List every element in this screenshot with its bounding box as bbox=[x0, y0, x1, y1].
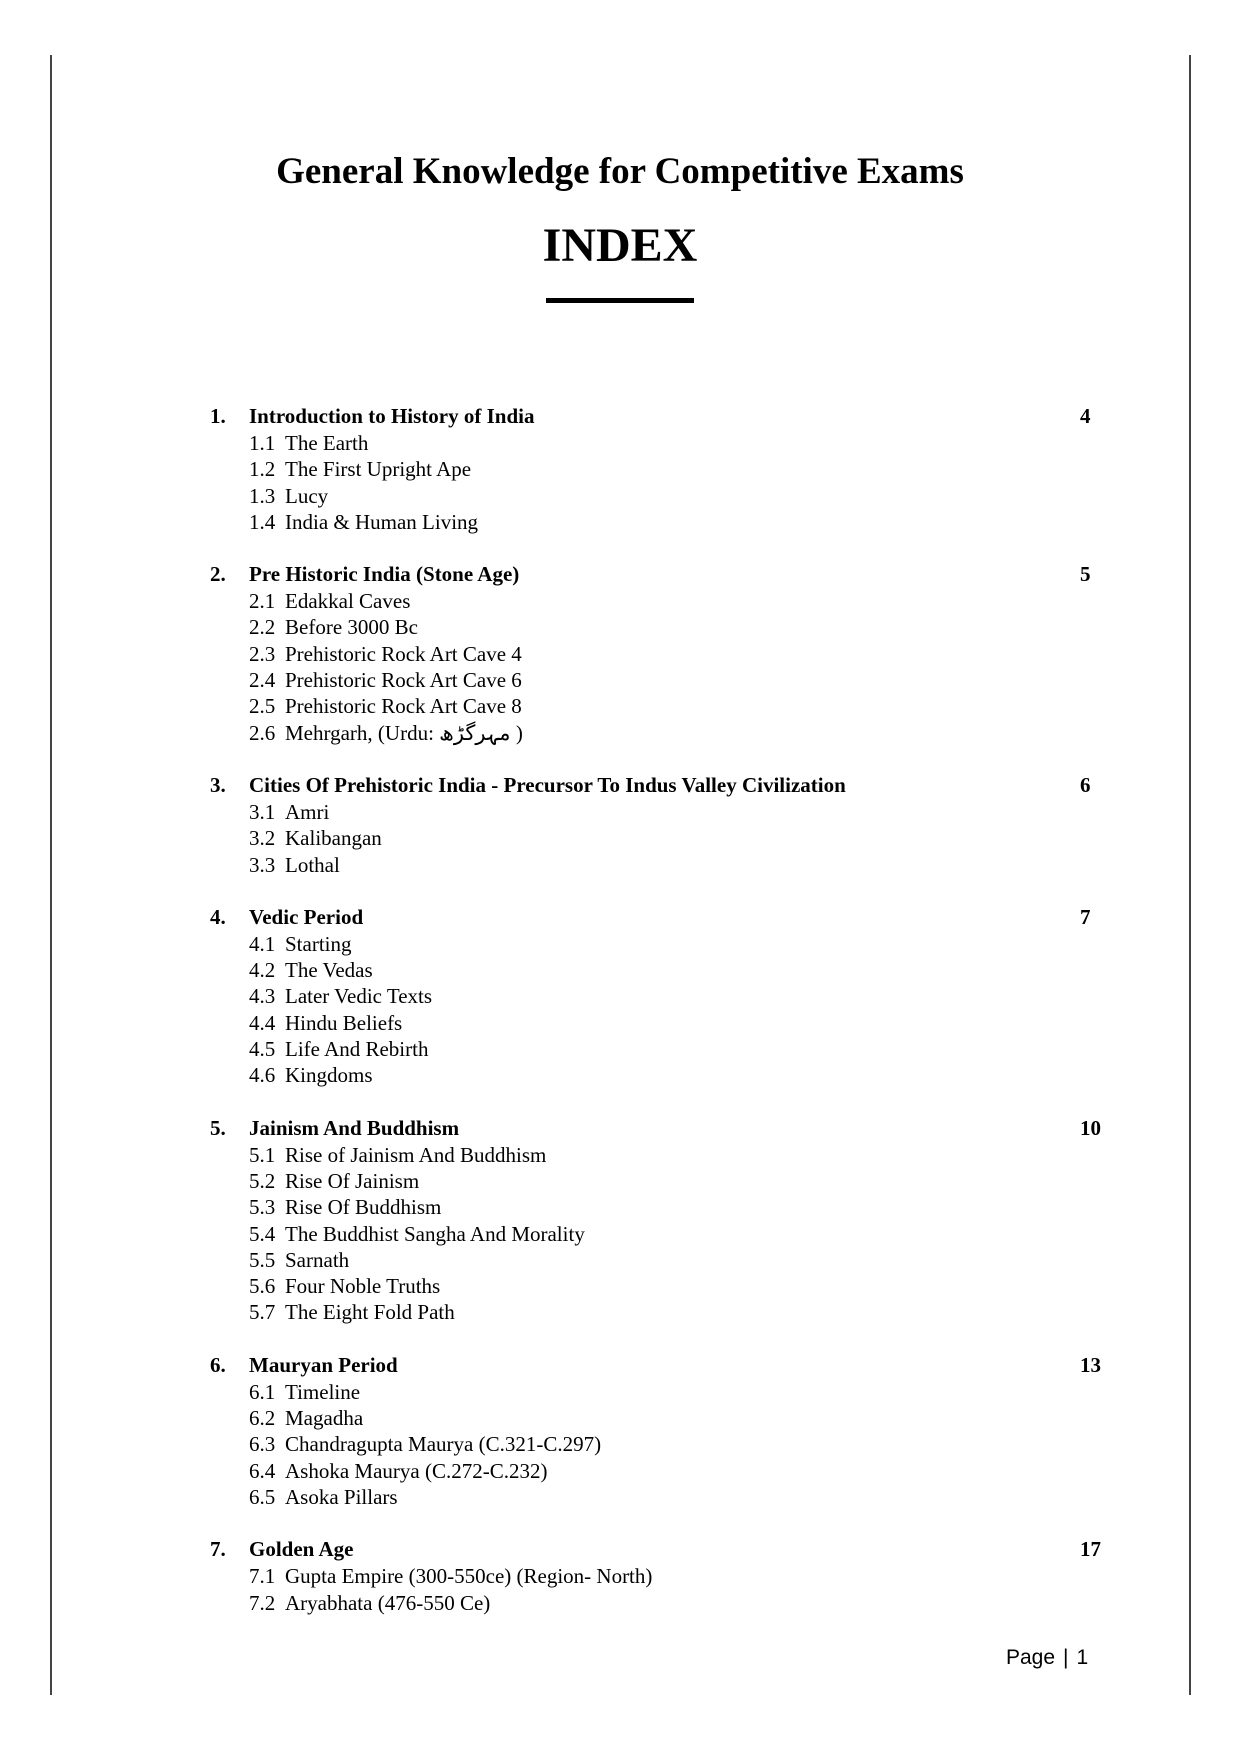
document-title: General Knowledge for Competitive Exams bbox=[276, 151, 964, 192]
chapter-page-number: 4 bbox=[1080, 404, 1091, 428]
toc-subsection bbox=[210, 1484, 1110, 1510]
chapter-number: 5. bbox=[210, 1115, 226, 1140]
toc-chapter-row bbox=[210, 1352, 1110, 1379]
chapter-page-number: 5 bbox=[1080, 562, 1091, 587]
toc-subsection bbox=[210, 1431, 1110, 1457]
subsection-title: The Earth bbox=[285, 431, 369, 455]
subsection-title: Sarnath bbox=[285, 1247, 350, 1272]
subsection-title: Lucy bbox=[285, 483, 329, 508]
subsection-title: Magadha bbox=[285, 1406, 364, 1431]
subsection-number: 7.2 bbox=[249, 1590, 276, 1615]
chapter-page-number: 13 bbox=[1080, 1352, 1101, 1377]
subsection-title: Kingdoms bbox=[285, 1063, 373, 1088]
subsection-title: Prehistoric Rock Art Cave 8 bbox=[285, 694, 522, 719]
index-heading: INDEX bbox=[542, 219, 698, 272]
subsection-number: 2.2 bbox=[249, 615, 276, 640]
toc-subsection bbox=[210, 1247, 1110, 1273]
page-border-right bbox=[1189, 55, 1191, 1695]
subsection-number: 4.6 bbox=[249, 1063, 276, 1088]
toc-subsection bbox=[210, 1590, 1110, 1616]
subsection-title: Four Noble Truths bbox=[285, 1274, 441, 1299]
toc-subsection-list bbox=[210, 1142, 1110, 1326]
subsection-title: The Eight Fold Path bbox=[285, 1300, 455, 1325]
toc-subsection bbox=[210, 720, 1110, 746]
chapter-page-number: 17 bbox=[1080, 1537, 1101, 1562]
subsection-title: Timeline bbox=[285, 1379, 361, 1404]
toc-chapter-row bbox=[210, 1115, 1110, 1142]
subsection-number: 2.1 bbox=[249, 589, 276, 614]
chapter-page-number: 7 bbox=[1080, 904, 1091, 929]
subsection-title: Rise Of Buddhism bbox=[285, 1195, 442, 1220]
toc-chapter-row bbox=[210, 1536, 1110, 1563]
subsection-title: Amri bbox=[285, 799, 330, 824]
toc-subsection bbox=[210, 641, 1110, 667]
subsection-title: Later Vedic Texts bbox=[285, 984, 433, 1009]
subsection-title: Gupta Empire (300-550ce) (Region- North) bbox=[285, 1564, 653, 1589]
subsection-title: Prehistoric Rock Art Cave 4 bbox=[285, 641, 522, 666]
toc-subsection bbox=[210, 588, 1110, 614]
index-heading-underline bbox=[546, 298, 694, 303]
chapter-number: 7. bbox=[210, 1537, 226, 1562]
subsection-title: Asoka Pillars bbox=[285, 1484, 398, 1509]
toc-chapter-row bbox=[210, 904, 1110, 931]
subsection-title: The First Upright Ape bbox=[285, 457, 472, 482]
subsection-number: 1.1 bbox=[249, 431, 276, 455]
subsection-number: 5.2 bbox=[249, 1168, 276, 1193]
chapter-page-number: 6 bbox=[1080, 772, 1091, 797]
toc-subsection bbox=[210, 667, 1110, 693]
toc-chapter-row bbox=[210, 561, 1110, 588]
chapter-number: 3. bbox=[210, 772, 226, 797]
subsection-number: 4.5 bbox=[249, 1037, 276, 1062]
subsection-title: Prehistoric Rock Art Cave 6 bbox=[285, 668, 522, 693]
subsection-number: 1.3 bbox=[249, 483, 276, 508]
chapter-title: Cities Of Prehistoric India - Precursor To Indus Valley Civilization bbox=[249, 772, 846, 797]
chapter-title: Mauryan Period bbox=[249, 1352, 398, 1377]
subsection-title: Before 3000 Bc bbox=[285, 615, 418, 640]
subsection-number: 5.1 bbox=[249, 1142, 276, 1167]
toc-subsection bbox=[210, 1142, 1110, 1168]
subsection-title: Aryabhata (476-550 Ce) bbox=[285, 1590, 491, 1615]
subsection-number: 3.1 bbox=[249, 799, 276, 824]
chapter-title: Pre Historic India (Stone Age) bbox=[249, 562, 520, 587]
subsection-number: 1.4 bbox=[249, 509, 276, 534]
subsection-title: Ashoka Maurya (C.272-C.232) bbox=[285, 1458, 548, 1483]
toc-subsection bbox=[210, 957, 1110, 983]
toc-subsection bbox=[210, 1221, 1110, 1247]
subsection-title: India & Human Living bbox=[285, 509, 479, 534]
chapter-title: Jainism And Buddhism bbox=[249, 1115, 460, 1140]
subsection-number: 6.3 bbox=[249, 1432, 276, 1457]
subsection-number: 7.1 bbox=[249, 1564, 276, 1589]
toc-chapter bbox=[210, 1352, 1110, 1510]
toc-subsection-list bbox=[210, 799, 1110, 878]
page-footer bbox=[1006, 1645, 1088, 1671]
subsection-title: Hindu Beliefs bbox=[285, 1010, 403, 1035]
subsection-title: The Vedas bbox=[285, 958, 373, 983]
toc-chapter bbox=[210, 1536, 1110, 1616]
subsection-title: Kalibangan bbox=[285, 826, 382, 851]
subsection-number: 3.3 bbox=[249, 852, 276, 877]
toc-subsection bbox=[210, 825, 1110, 851]
toc-subsection-list bbox=[210, 1563, 1110, 1616]
subsection-title: Mehrgarh, (Urdu: مہرگڑھ ) bbox=[285, 720, 523, 745]
toc-subsection bbox=[210, 456, 1110, 482]
subsection-number: 5.4 bbox=[249, 1221, 276, 1246]
page-label: Page bbox=[1006, 1646, 1056, 1669]
subsection-number: 3.2 bbox=[249, 826, 276, 851]
toc-subsection bbox=[210, 1458, 1110, 1484]
chapter-title: Golden Age bbox=[249, 1537, 354, 1562]
toc-subsection bbox=[210, 1379, 1110, 1405]
subsection-title: Chandragupta Maurya (C.321-C.297) bbox=[285, 1432, 602, 1457]
toc-subsection-list bbox=[210, 430, 1110, 535]
page-number: 1 bbox=[1076, 1646, 1089, 1669]
toc-subsection bbox=[210, 852, 1110, 878]
toc-chapter-row bbox=[210, 403, 1110, 430]
page-separator: | bbox=[1063, 1646, 1069, 1669]
subsection-number: 4.3 bbox=[249, 984, 276, 1009]
subsection-title: Rise Of Jainism bbox=[285, 1168, 420, 1193]
toc-subsection bbox=[210, 799, 1110, 825]
toc-subsection bbox=[210, 1062, 1110, 1088]
toc-subsection bbox=[210, 430, 1110, 456]
subsection-number: 4.2 bbox=[249, 958, 276, 983]
toc-subsection bbox=[210, 483, 1110, 509]
subsection-number: 6.5 bbox=[249, 1484, 276, 1509]
subsection-number: 5.6 bbox=[249, 1274, 276, 1299]
chapter-title: Vedic Period bbox=[249, 904, 364, 929]
chapter-number: 4. bbox=[210, 904, 226, 929]
subsection-number: 6.4 bbox=[249, 1458, 276, 1483]
subsection-number: 5.5 bbox=[249, 1247, 276, 1272]
toc-subsection bbox=[210, 1299, 1110, 1325]
toc-subsection bbox=[210, 693, 1110, 719]
toc-chapter bbox=[210, 561, 1110, 746]
subsection-title: Edakkal Caves bbox=[285, 589, 411, 614]
chapter-number: 1. bbox=[210, 404, 226, 428]
toc-subsection-list bbox=[210, 931, 1110, 1089]
subsection-number: 4.4 bbox=[249, 1010, 276, 1035]
toc-chapter-row bbox=[210, 772, 1110, 799]
toc-chapter bbox=[210, 1115, 1110, 1326]
toc-subsection bbox=[210, 614, 1110, 640]
toc-subsection bbox=[210, 983, 1110, 1009]
subsection-number: 5.3 bbox=[249, 1195, 276, 1220]
subsection-title: Life And Rebirth bbox=[285, 1037, 429, 1062]
subsection-number: 4.1 bbox=[249, 931, 276, 956]
subsection-number: 2.3 bbox=[249, 641, 276, 666]
subsection-number: 2.4 bbox=[249, 668, 276, 693]
subsection-number: 6.2 bbox=[249, 1406, 276, 1431]
chapter-page-number: 10 bbox=[1080, 1115, 1101, 1140]
toc-subsection bbox=[210, 1036, 1110, 1062]
subsection-title: Starting bbox=[285, 931, 352, 956]
page-border-left bbox=[50, 55, 52, 1695]
subsection-title: Lothal bbox=[285, 852, 340, 877]
toc-chapter bbox=[210, 772, 1110, 878]
toc-chapter bbox=[210, 904, 1110, 1089]
subsection-number: 2.5 bbox=[249, 694, 276, 719]
toc-subsection bbox=[210, 1273, 1110, 1299]
subsection-title: Rise of Jainism And Buddhism bbox=[285, 1142, 547, 1167]
subsection-number: 2.6 bbox=[249, 720, 276, 745]
toc-subsection bbox=[210, 1010, 1110, 1036]
toc-subsection-list bbox=[210, 1379, 1110, 1510]
toc-subsection bbox=[210, 509, 1110, 535]
toc-subsection bbox=[210, 1563, 1110, 1589]
chapter-number: 6. bbox=[210, 1352, 226, 1377]
table-of-contents bbox=[210, 403, 1110, 1642]
chapter-title: Introduction to History of India bbox=[249, 404, 535, 428]
toc-subsection bbox=[210, 931, 1110, 957]
toc-subsection-list bbox=[210, 588, 1110, 746]
toc-subsection bbox=[210, 1405, 1110, 1431]
toc-subsection bbox=[210, 1194, 1110, 1220]
subsection-number: 6.1 bbox=[249, 1379, 276, 1404]
subsection-number: 1.2 bbox=[249, 457, 276, 482]
subsection-title: The Buddhist Sangha And Morality bbox=[285, 1221, 585, 1246]
toc-chapter bbox=[210, 403, 1110, 535]
chapter-number: 2. bbox=[210, 562, 226, 587]
subsection-number: 5.7 bbox=[249, 1300, 276, 1325]
toc-subsection bbox=[210, 1168, 1110, 1194]
